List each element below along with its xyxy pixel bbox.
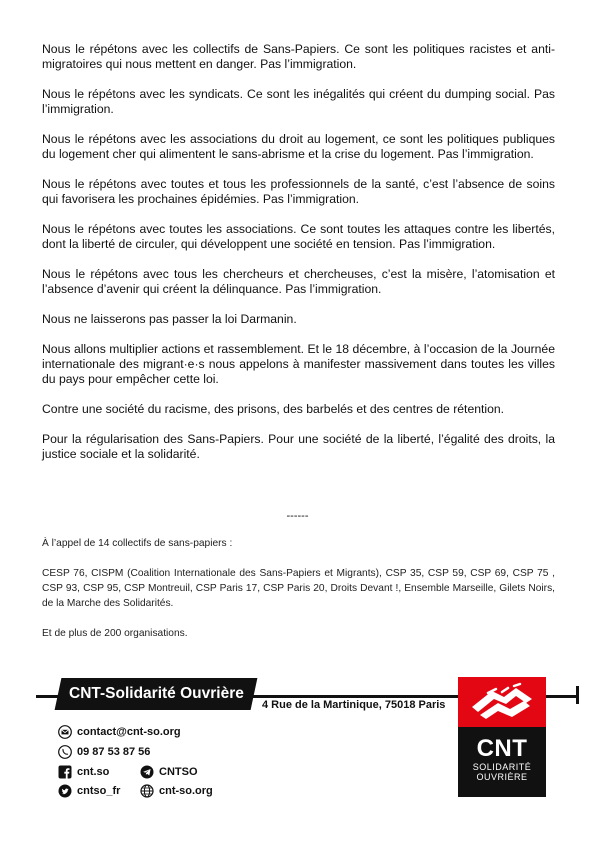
org-banner-text: CNT-Solidarité Ouvrière	[68, 685, 244, 702]
envelope-icon	[58, 725, 72, 739]
logo-title: CNT	[476, 735, 528, 762]
phone-text: 09 87 53 87 56	[77, 746, 151, 758]
paragraph: Nous allons multiplier actions et rassemblement. Et le 18 décembre, à l’occasion de la Journée internationale des migrant·e·s nous appelons à manifester massivement dans toutes les villes du pays pour empêcher cette loi.	[42, 342, 555, 386]
appeal-intro-text: À l’appel de 14 collectifs de sans-papiers :	[42, 538, 233, 549]
telegram-text: CNTSO	[159, 766, 198, 778]
paragraph: Nous le répétons avec les collectifs de Sans-Papiers. Ce sont les politiques racistes et anti-migratoires qui nous mettent en danger. Pas l’immigration.	[42, 42, 555, 71]
paragraph: Nous le répétons avec les associations du droit au logement, ce sont les politiques publiques du logement cher qui alimentent le sans-abrisme et la crise du logement. Pas l’immigration.	[42, 132, 555, 161]
twitter-icon	[58, 784, 72, 798]
paragraph: Nous le répétons avec toutes et tous les professionnels de la santé, c’est l’absence de soins qui favorisera les prochaines épidémies. Pas l’immigration.	[42, 177, 555, 206]
facebook-contact[interactable]	[58, 765, 109, 779]
paragraph: Nous le répétons avec toutes les associations. Ce sont toutes les attaques contre les libertés, dont la liberté de circuler, qui développent une société en tension. Pas l’immigration.	[42, 222, 555, 251]
cnt-logo	[458, 677, 546, 797]
paragraph: Nous ne laisserons pas passer la loi Darmanin.	[42, 312, 297, 326]
paragraph: Nous le répétons avec les syndicats. Ce sont les inégalités qui créent du dumping social. Pas l’immigration.	[42, 87, 555, 116]
appeal-list-text: CESP 76, CISPM (Coalition Internationale des Sans-Papiers et Migrants), CSP 35, CSP 59, CSP 69, CSP 75 , CSP 93, CSP 95, CSP Montreuil, CSP Paris 17, CSP Paris 20, Droits Devant !, Ensemble Marseille, Gilets Noirs, de la Marche des Solidarités.	[42, 568, 555, 609]
logo-hands-emblem	[458, 677, 546, 727]
paragraph: Pour la régularisation des Sans-Papiers. Pour une société de la liberté, l’égalité des droits, la justice sociale et la solidarité.	[42, 432, 555, 461]
email-text: contact@cnt-so.org	[77, 726, 181, 738]
phone-contact[interactable]	[58, 745, 150, 759]
org-banner	[55, 678, 258, 710]
footer-rule-end	[576, 686, 579, 704]
telegram-contact[interactable]	[140, 765, 198, 779]
phone-icon	[58, 745, 72, 759]
twitter-text: cntso_fr	[77, 785, 121, 797]
appeal-list	[42, 566, 555, 611]
paragraph: Nous le répétons avec tous les chercheurs et chercheuses, c’est la misère, l’atomisation et l’absence d’avenir qui créent la délinquance. Pas l’immigration.	[42, 267, 555, 296]
telegram-icon	[140, 765, 154, 779]
address: 4 Rue de la Martinique, 75018 Paris	[262, 699, 446, 711]
website-contact[interactable]	[140, 784, 213, 798]
appeal-intro	[42, 536, 555, 551]
email-contact[interactable]	[58, 725, 181, 739]
globe-icon	[140, 784, 154, 798]
logo-text-block	[458, 727, 546, 797]
website-text: cnt-so.org	[159, 785, 213, 797]
twitter-contact[interactable]	[58, 784, 120, 798]
logo-subtitle-2: OUVRIÈRE	[476, 772, 528, 782]
appeal-more-text: Et de plus de 200 organisations.	[42, 628, 188, 639]
paragraph: Contre une société du racisme, des prisons, des barbelés et des centres de rétention.	[42, 402, 505, 416]
facebook-icon	[58, 765, 72, 779]
logo-subtitle-1: SOLIDARITÉ	[472, 762, 532, 772]
separator: ------	[286, 510, 309, 522]
main-text	[42, 42, 555, 477]
appeal-more	[42, 626, 555, 641]
facebook-text: cnt.so	[77, 766, 110, 778]
